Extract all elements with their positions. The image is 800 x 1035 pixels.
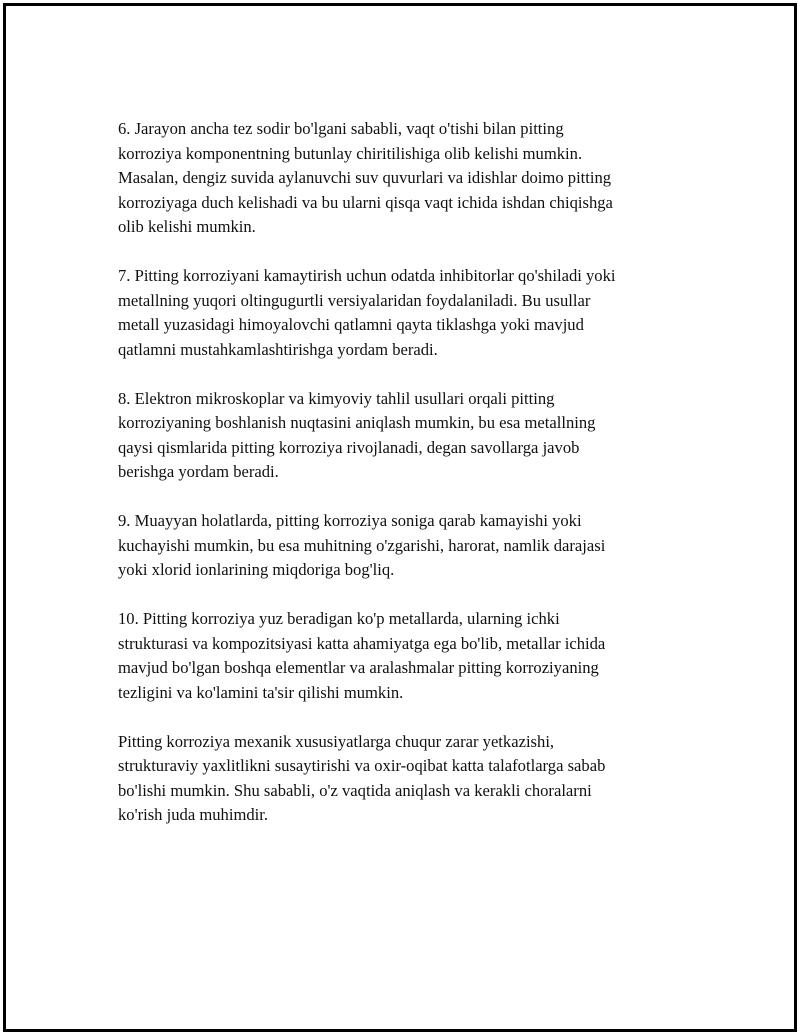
paragraph-6: 6. Jarayon ancha tez sodir bo'lgani sababli, vaqt o'tishi bilan pitting korroziya komponentning butunlay chiritilishiga olib kelishi mumkin. Masalan, dengiz suvida aylanuvchi suv quvurlari va idishlar doimo pitting korroziyaga duch kelishadi va bu ularni qisqa vaqt ichida ishdan chiqishga olib kelishi mumkin. xyxy=(118,119,613,236)
document-body xyxy=(118,117,678,852)
paragraph-9: 9. Muayyan holatlarda, pitting korroziya soniga qarab kamayishi yoki kuchayishi mumkin, bu esa muhitning o'zgarishi, harorat, namlik darajasi yoki xlorid ionlarining miqdoriga bog'liq. xyxy=(118,511,606,579)
paragraph-conclusion: Pitting korroziya mexanik xususiyatlarga chuqur zarar yetkazishi, strukturaviy yaxlitlikni susaytirishi va oxir-oqibat katta talafotlarga sabab bo'lishi mumkin. Shu sababli, o'z vaqtida aniqlash va kerakli choralarni ko'rish juda muhimdir. xyxy=(118,731,606,824)
paragraph-7: 7. Pitting korroziyani kamaytirish uchun odatda inhibitorlar qo'shiladi yoki metallning yuqori oltingugurtli versiyalaridan foydalaniladi. Bu usullar metall yuzasidagi himoyalovchi qatlamni qayta tiklashga yoki mavjud qatlamni mustahkamlashtirishga yordam beradi. xyxy=(118,266,616,359)
paragraph-10: 10. Pitting korroziya yuz beradigan ko'p metallarda, ularning ichki strukturasi va kompozitsiyasi katta ahamiyatga ega bo'lib, metallar ichida mavjud bo'lgan boshqa elementlar va aralashmalar pitting korroziyaning tezligini va ko'lamini ta'sir qilishi mumkin. xyxy=(118,609,606,702)
paragraph-8: 8. Elektron mikroskoplar va kimyoviy tahlil usullari orqali pitting korroziyaning boshlanish nuqtasini aniqlash mumkin, bu esa metallning qaysi qismlarida pitting korroziya rivojlanadi, degan savollarga javob berishga yordam beradi. xyxy=(118,388,596,481)
